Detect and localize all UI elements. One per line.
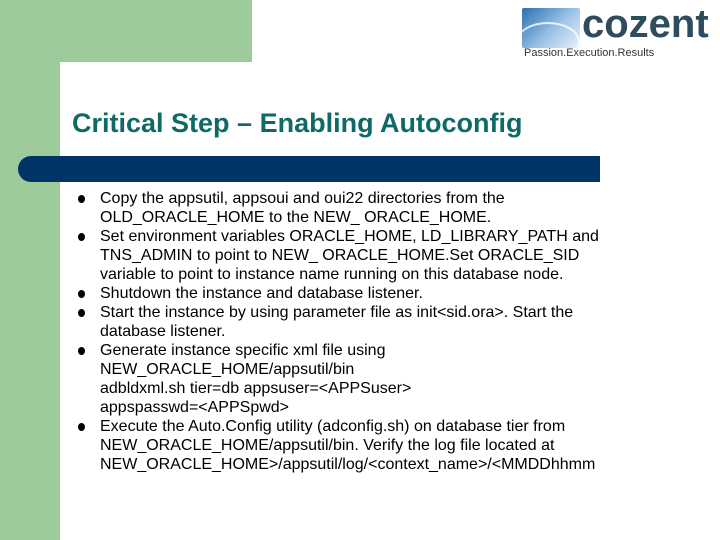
title-divider-bar [18, 156, 600, 182]
bullet-text-line: Execute the Auto.Config utility (adconfig.sh) on database tier from [100, 418, 566, 435]
green-sidebar-band [0, 0, 60, 540]
bullet-dot-icon [78, 309, 85, 317]
globe-icon [522, 8, 580, 48]
bullet-dot-icon [78, 347, 85, 355]
bullet-item [78, 227, 708, 284]
company-logo [510, 2, 715, 62]
bullet-item [78, 341, 708, 417]
bullet-dot-icon [78, 195, 85, 203]
bullet-text-line: OLD_ORACLE_HOME to the NEW_ ORACLE_HOME. [100, 209, 492, 226]
bullet-item [78, 284, 708, 303]
bullet-dot-icon [78, 290, 85, 298]
bullet-text-line: Copy the appsutil, appsoui and oui22 directories from the [100, 190, 505, 207]
bullet-item [78, 417, 708, 474]
slide-title: Critical Step – Enabling Autoconfig [72, 108, 523, 138]
bullet-text-line: NEW_ORACLE_HOME>/appsutil/log/<context_name>/<MMDDhhmm [100, 456, 596, 473]
bullet-text-line: variable to point to instance name running on this database node. [100, 266, 564, 283]
bullet-item [78, 303, 708, 341]
bullet-text-line: Set environment variables ORACLE_HOME, LD_LIBRARY_PATH and [100, 228, 599, 245]
bullet-text-line: adbldxml.sh tier=db appsuser=<APPSuser> [100, 380, 412, 397]
green-top-band [0, 0, 252, 62]
bullet-text-line: TNS_ADMIN to point to NEW_ ORACLE_HOME.Set ORACLE_SID [100, 247, 580, 264]
bullet-item [78, 189, 708, 227]
logo-tagline: Passion.Execution.Results [524, 47, 655, 59]
bullet-text-line: Start the instance by using parameter file as init<sid.ora>. Start the [100, 304, 574, 321]
bullet-text-line: Shutdown the instance and database listener. [100, 285, 423, 302]
bullet-list [78, 189, 708, 474]
content-area-corner [60, 62, 100, 102]
bullet-text-line: database listener. [100, 323, 226, 340]
bullet-dot-icon [78, 233, 85, 241]
bullet-text-line: NEW_ORACLE_HOME/appsutil/bin. Verify the log file located at [100, 437, 555, 454]
bullet-text-line: appspasswd=<APPSpwd> [100, 399, 290, 416]
bullet-text-line: Generate instance specific xml file using [100, 342, 386, 359]
bullet-text-line: NEW_ORACLE_HOME/appsutil/bin [100, 361, 355, 378]
bullet-dot-icon [78, 423, 85, 431]
logo-wordmark: cozent [582, 2, 709, 46]
